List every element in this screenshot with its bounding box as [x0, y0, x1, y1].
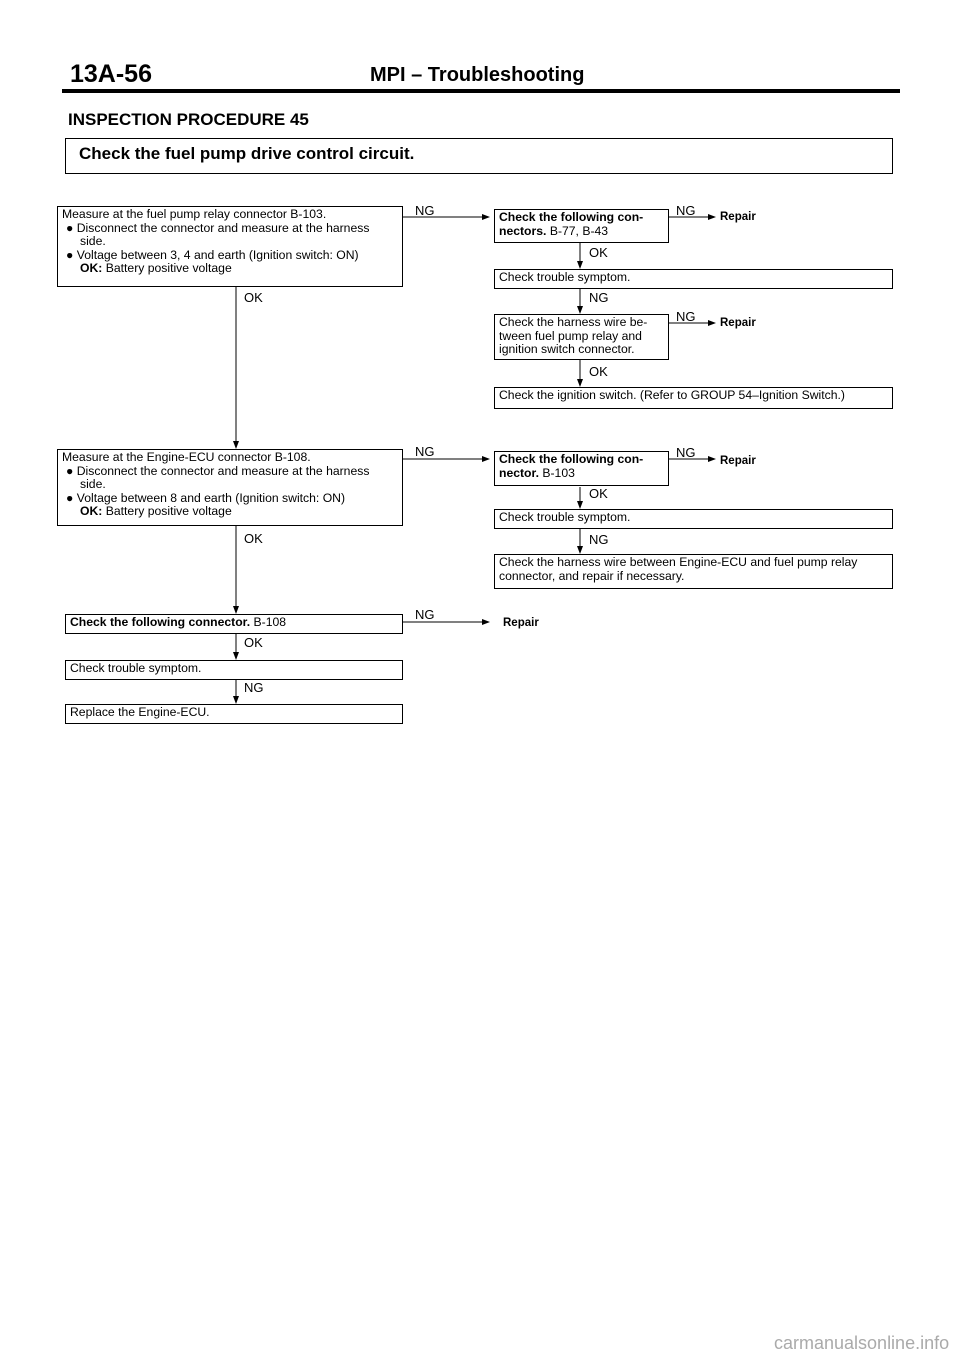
- step3-box3-text: Replace the Engine-ECU.: [70, 705, 210, 719]
- check-title: Check the fuel pump drive control circuit.: [79, 144, 415, 163]
- repair-label: Repair: [503, 617, 539, 629]
- step1-ng-box4: [494, 387, 893, 409]
- step3-box1-bold: Check the following connector.: [70, 615, 251, 629]
- step1-ng-box4-text: Check the ignition switch. (Refer to GROUP 54–Ignition Switch.): [499, 388, 845, 402]
- page-number: 13A-56: [70, 60, 152, 88]
- ok-label: OK: [244, 635, 263, 650]
- step1-ng-box2: [494, 269, 893, 289]
- step1-ng-box3-text: Check the harness wire be- tween fuel pump relay and ignition switch connector.: [499, 315, 648, 357]
- step1-bullet2-text: Voltage between 3, 4 and earth (Ignition switch: ON): [76, 247, 359, 262]
- step1-ok-text: Battery positive voltage: [105, 261, 232, 276]
- ok-label: OK: [589, 486, 608, 501]
- ng-label: NG: [676, 445, 696, 460]
- step1-ok-label-flow: OK: [244, 290, 263, 305]
- step3-box1: [65, 614, 403, 634]
- step1-line1: Measure at the fuel pump relay connector B-103.: [62, 207, 327, 221]
- step3-box2-text: Check trouble symptom.: [70, 661, 202, 675]
- ng-label: NG: [415, 607, 435, 622]
- step1-ng-box2-text: Check trouble symptom.: [499, 270, 631, 284]
- step1-bullet2: ● Voltage between 3, 4 and earth (Ignition switch: ON): [66, 247, 359, 262]
- section-title: MPI – Troubleshooting: [370, 64, 585, 86]
- footer-watermark: carmanualsonline.info: [774, 1333, 950, 1353]
- ok-label: OK: [589, 245, 608, 260]
- ok-label: OK: [589, 364, 608, 379]
- step2-ng-box3-text: Check the harness wire between Engine-ECU and fuel pump relay connector, and repair if necessary.: [499, 555, 858, 583]
- step2-ng-box1-bold: Check the following con- nector.: [499, 452, 644, 480]
- step2-ng-box2: [494, 509, 893, 529]
- step2-bullet2: ● Voltage between 8 and earth (Ignition switch: ON): [66, 490, 346, 505]
- step1-ng-box1-bold: Check the following con- nectors.: [499, 210, 644, 238]
- step3-box1-text: B-108: [253, 615, 287, 629]
- step2-ng-box3: [494, 554, 893, 589]
- step2-ok-text: Battery positive voltage: [105, 504, 232, 519]
- ng-label: NG: [589, 290, 609, 305]
- repair-label: Repair: [720, 211, 756, 223]
- ng-label: NG: [676, 203, 696, 218]
- step1-ok-line: [62, 262, 398, 276]
- procedure-title: INSPECTION PROCEDURE 45: [68, 110, 309, 129]
- step1-ng-box1-text: B-77, B-43: [549, 223, 609, 238]
- step2-bullet1: ● Disconnect the connector and measure at the harness side.: [66, 463, 370, 492]
- step1-ng-box3: [494, 314, 669, 360]
- ng-label: NG: [676, 309, 696, 324]
- step2-ok-line: [62, 505, 398, 519]
- step1-bullet1: ● Disconnect the connector and measure at the harness side.: [66, 220, 370, 249]
- step2-ng-box1: [494, 451, 669, 486]
- step2-ng-label: NG: [415, 444, 435, 459]
- step1-box: [57, 206, 403, 287]
- step2-ok-label-flow: OK: [244, 531, 263, 546]
- step1-bullet1-text: Disconnect the connector and measure at the harness side.: [76, 220, 370, 249]
- step2-ng-box1-text: B-103: [542, 465, 575, 480]
- step2-ok-label: OK:: [80, 504, 103, 519]
- step2-bullet2-text: Voltage between 8 and earth (Ignition switch: ON): [76, 490, 346, 505]
- repair-label: Repair: [720, 317, 756, 329]
- step1-ok-label: OK:: [80, 261, 103, 276]
- ng-label: NG: [244, 680, 264, 695]
- step2-line1: Measure at the Engine-ECU connector B-108.: [62, 450, 311, 464]
- step1-ng-label: NG: [415, 203, 435, 218]
- repair-label: Repair: [720, 455, 756, 467]
- step1-ng-box1: [494, 209, 669, 243]
- step2-bullet1-text: Disconnect the connector and measure at the harness side.: [76, 463, 370, 492]
- step3-box2: [65, 660, 403, 680]
- step2-ng-box2-text: Check trouble symptom.: [499, 510, 631, 524]
- step2-box: [57, 449, 403, 526]
- ng-label: NG: [589, 532, 609, 547]
- step3-box3: [65, 704, 403, 724]
